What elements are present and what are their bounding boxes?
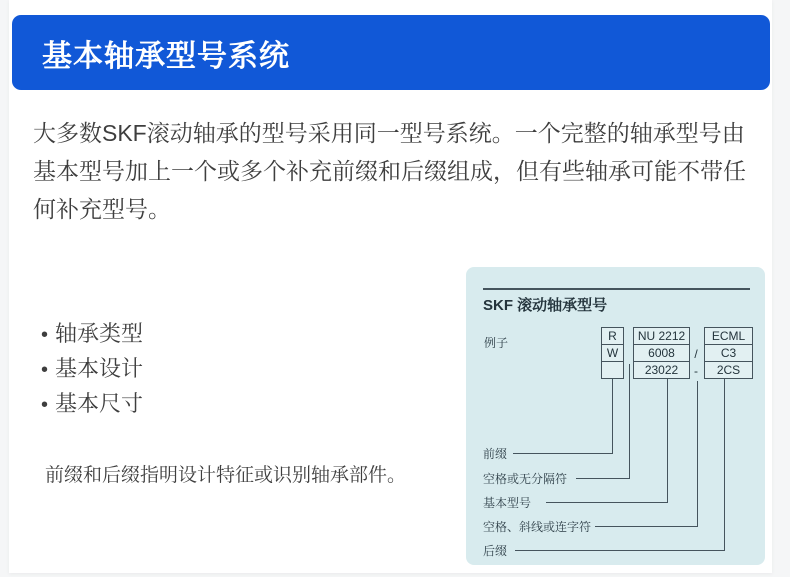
bullet-item-bearing-type: • 轴承类型 — [41, 317, 143, 352]
basic-cell-3: 23022 — [633, 361, 690, 379]
example-label: 例子 — [484, 336, 509, 350]
suffix-cell-2: C3 — [704, 344, 753, 362]
separator-slash: / — [694, 347, 698, 361]
connector-line-space2-vertical — [697, 381, 698, 527]
content-card — [9, 0, 772, 573]
suffix-cell-3: 2CS — [704, 361, 753, 379]
connector-line-basic-vertical — [667, 379, 668, 503]
connector-line-space1-vertical — [629, 364, 630, 479]
callout-prefix: 前缀 — [483, 447, 508, 461]
prefix-cell-3 — [601, 361, 624, 379]
connector-line-space2-horizontal — [595, 526, 698, 527]
page-header — [12, 15, 770, 90]
callout-suffix: 后缀 — [483, 544, 508, 558]
prefix-cell-2: W — [601, 344, 624, 362]
suffix-cell-1: ECML — [704, 327, 753, 345]
connector-line-space1-horizontal — [576, 478, 630, 479]
bullet-item-basic-design: • 基本设计 — [41, 352, 143, 387]
connector-line-basic-horizontal — [546, 502, 668, 503]
bullet-item-basic-size: • 基本尺寸 — [41, 387, 143, 422]
diagram-title: SKF 滚动轴承型号 — [483, 297, 608, 314]
page-title: 基本轴承型号系统 — [42, 39, 290, 73]
connector-line-prefix-vertical — [612, 379, 613, 454]
callout-space-slash-or-hyphen: 空格、斜线或连字符 — [483, 520, 592, 534]
intro-paragraph: 大多数SKF滚动轴承的型号采用同一型号系统。一个完整的轴承型号由基本型号加上一个或多个补充前缀和后缀组成，但有些轴承可能不带任何补充型号。 — [33, 120, 746, 222]
callout-basic-designation: 基本型号 — [483, 496, 532, 510]
connector-line-suffix-vertical — [724, 379, 725, 551]
prefix-column — [601, 327, 624, 379]
connector-line-prefix-horizontal — [513, 453, 613, 454]
designation-diagram-panel — [466, 267, 765, 565]
basic-cell-1: NU 2212 — [633, 327, 690, 345]
callout-space-or-no-separator: 空格或无分隔符 — [483, 472, 568, 486]
basic-designation-column — [633, 327, 690, 379]
suffix-column — [704, 327, 753, 379]
connector-line-suffix-horizontal — [515, 550, 725, 551]
prefix-cell-1: R — [601, 327, 624, 345]
bullet-list — [41, 317, 143, 422]
basic-cell-2: 6008 — [633, 344, 690, 362]
separator-dash: - — [694, 364, 698, 378]
panel-top-rule — [483, 288, 750, 290]
footnote-text: 前缀和后缀指明设计特征或识别轴承部件。 — [45, 465, 407, 486]
